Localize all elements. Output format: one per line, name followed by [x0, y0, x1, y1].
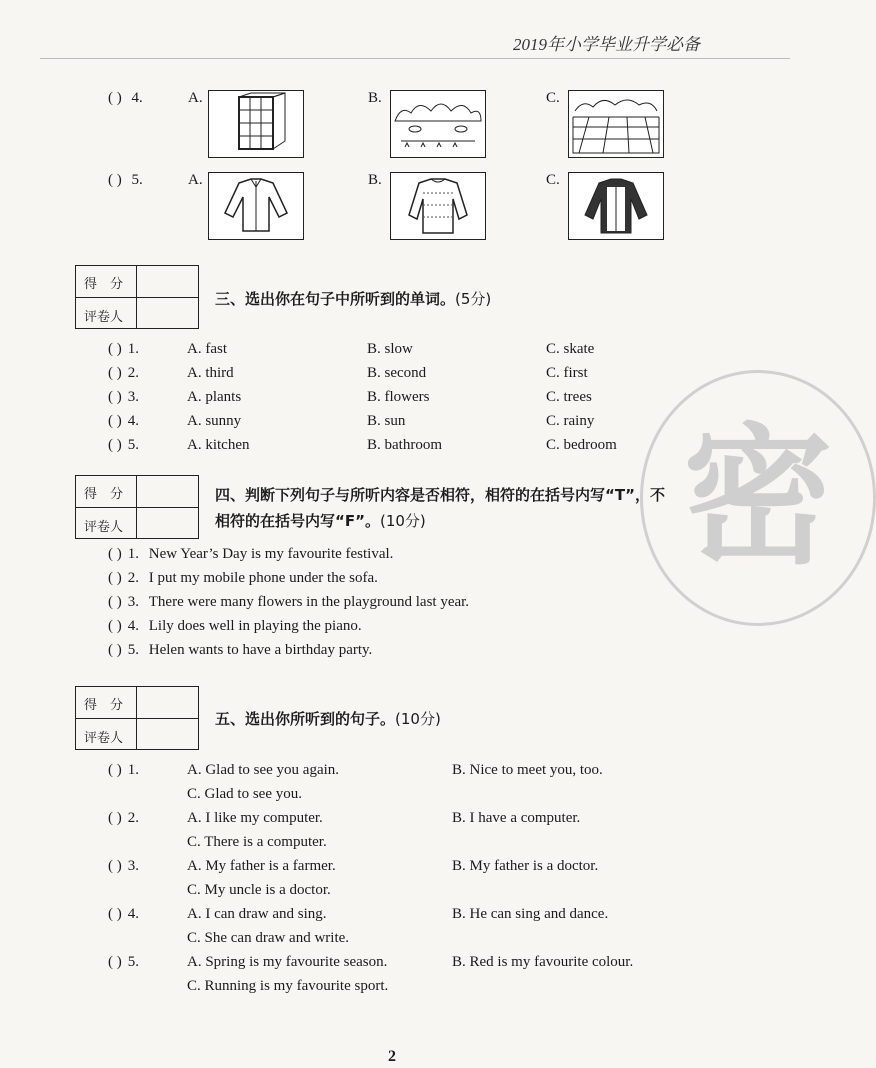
option-letter: B. — [368, 90, 382, 106]
list-item: ( ) 1. New Year’s Day is my favourite festival. — [108, 546, 394, 562]
grader-label: 评卷人 — [84, 310, 124, 325]
option-a: A. Glad to see you again. — [187, 762, 340, 778]
option-c: C. Glad to see you. — [187, 786, 302, 802]
score-box — [75, 686, 199, 750]
question-number: 5. — [131, 172, 143, 188]
answer-paren[interactable]: ( ) — [108, 90, 122, 106]
sweater-icon[interactable] — [390, 172, 486, 240]
list-item: ( ) 3. There were many flowers in the playground last year. — [108, 594, 470, 610]
list-item: ( ) 5. — [108, 954, 139, 970]
list-item: ( ) 4. — [108, 906, 139, 922]
answer-paren[interactable]: ( ) — [108, 365, 122, 381]
option-b: B. bathroom — [367, 437, 442, 453]
option-letter: C. — [546, 172, 560, 188]
list-item: ( ) 1. — [108, 762, 139, 778]
page-number: 2 — [388, 1048, 396, 1065]
grader-label: 评卷人 — [84, 520, 124, 535]
list-item: ( ) 5. — [108, 437, 139, 453]
option-letter: A. — [188, 172, 203, 188]
option-b: B. slow — [367, 341, 413, 357]
answer-paren[interactable]: ( ) — [108, 570, 122, 586]
option-letter: B. — [368, 172, 382, 188]
list-item: ( ) 5. Helen wants to have a birthday party. — [108, 642, 373, 658]
option-c: C. bedroom — [546, 437, 617, 453]
answer-paren[interactable]: ( ) — [108, 172, 122, 188]
option-a: A. sunny — [187, 413, 242, 429]
window-icon[interactable] — [208, 90, 304, 158]
option-b: B. I have a computer. — [452, 810, 581, 826]
picture-question-4 — [108, 90, 143, 107]
question-number: 4. — [131, 90, 143, 106]
list-item: ( ) 2. — [108, 365, 139, 381]
option-a: A. kitchen — [187, 437, 250, 453]
section-4-title-line2: 相符的在括号内写“F”。(10分) — [215, 512, 426, 530]
list-item: ( ) 3. — [108, 858, 139, 874]
option-b: B. flowers — [367, 389, 430, 405]
score-label: 得 分 — [84, 487, 124, 502]
option-b: B. Red is my favourite colour. — [452, 954, 634, 970]
answer-paren[interactable]: ( ) — [108, 437, 122, 453]
score-box — [75, 265, 199, 329]
option-a: A. fast — [187, 341, 227, 357]
section-4-title: 四、判断下列句子与所听内容是否相符，相符的在括号内写“T”，不 — [215, 486, 665, 504]
answer-paren[interactable]: ( ) — [108, 389, 122, 405]
section-5-title: 五、选出你所听到的句子。(10分) — [215, 710, 441, 728]
list-item: ( ) 1. — [108, 341, 139, 357]
playground-icon[interactable] — [568, 90, 664, 158]
shirt-icon[interactable] — [208, 172, 304, 240]
list-item: ( ) 2. — [108, 810, 139, 826]
grader-label: 评卷人 — [84, 731, 124, 746]
park-with-trees-icon[interactable] — [390, 90, 486, 158]
score-label: 得 分 — [84, 698, 124, 713]
answer-paren[interactable]: ( ) — [108, 413, 122, 429]
page-header-title: 2019年小学毕业升学必备 — [513, 35, 700, 54]
list-item: ( ) 3. — [108, 389, 139, 405]
option-c: C. Running is my favourite sport. — [187, 978, 389, 994]
answer-paren[interactable]: ( ) — [108, 642, 122, 658]
answer-paren[interactable]: ( ) — [108, 858, 122, 874]
list-item: ( ) 4. — [108, 413, 139, 429]
answer-paren[interactable]: ( ) — [108, 954, 122, 970]
answer-paren[interactable]: ( ) — [108, 762, 122, 778]
score-box — [75, 475, 199, 539]
list-item: ( ) 2. I put my mobile phone under the sofa. — [108, 570, 378, 586]
option-letter: A. — [188, 90, 203, 106]
option-c: C. trees — [546, 389, 592, 405]
option-a: A. plants — [187, 389, 242, 405]
option-b: B. My father is a doctor. — [452, 858, 599, 874]
list-item: ( ) 4. Lily does well in playing the piano. — [108, 618, 362, 634]
score-label: 得 分 — [84, 277, 124, 292]
option-a: A. third — [187, 365, 234, 381]
answer-paren[interactable]: ( ) — [108, 618, 122, 634]
option-a: A. My father is a farmer. — [187, 858, 336, 874]
option-c: C. skate — [546, 341, 595, 357]
answer-paren[interactable]: ( ) — [108, 341, 122, 357]
option-c: C. first — [546, 365, 588, 381]
option-a: A. I can draw and sing. — [187, 906, 327, 922]
section-3-title: 三、选出你在句子中所听到的单词。(5分) — [215, 290, 492, 308]
header-divider — [40, 58, 790, 59]
answer-paren[interactable]: ( ) — [108, 594, 122, 610]
jacket-icon[interactable] — [568, 172, 664, 240]
option-a: A. I like my computer. — [187, 810, 323, 826]
option-a: A. Spring is my favourite season. — [187, 954, 388, 970]
watermark-seal: 密 — [640, 370, 876, 626]
option-b: B. sun — [367, 413, 406, 429]
answer-paren[interactable]: ( ) — [108, 810, 122, 826]
option-b: B. Nice to meet you, too. — [452, 762, 603, 778]
answer-paren[interactable]: ( ) — [108, 906, 122, 922]
option-c: C. She can draw and write. — [187, 930, 350, 946]
option-c: C. rainy — [546, 413, 595, 429]
option-b: B. He can sing and dance. — [452, 906, 609, 922]
option-letter: C. — [546, 90, 560, 106]
option-b: B. second — [367, 365, 427, 381]
option-c: C. There is a computer. — [187, 834, 327, 850]
option-c: C. My uncle is a doctor. — [187, 882, 331, 898]
picture-question-5 — [108, 172, 143, 189]
answer-paren[interactable]: ( ) — [108, 546, 122, 562]
